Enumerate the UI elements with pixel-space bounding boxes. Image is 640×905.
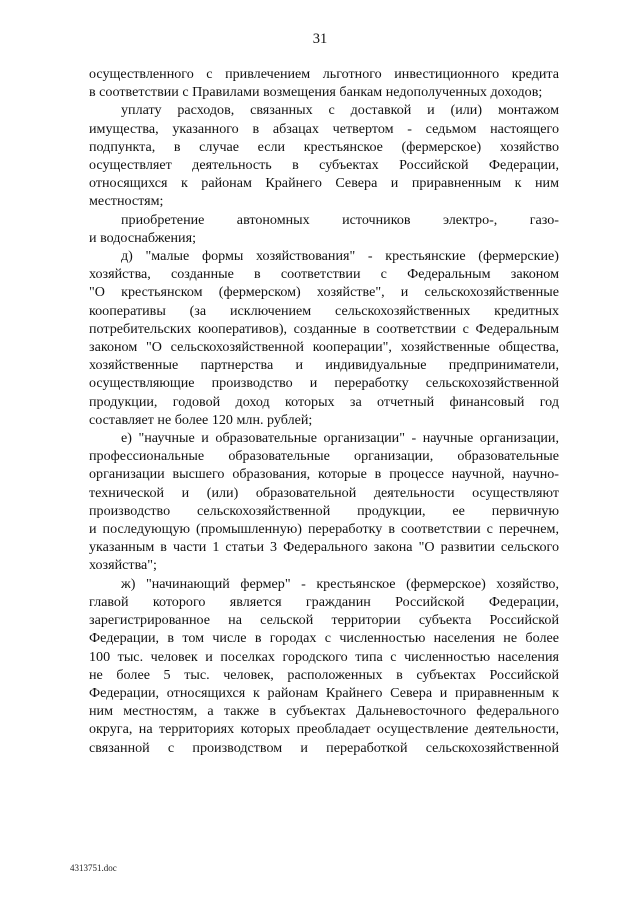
- paragraph-continuation: [89, 65, 559, 101]
- text-line: составляет не более 120 млн. рублей;: [89, 411, 313, 428]
- text-line: относящихся к районам Крайнего Севера и приравненным к ним: [89, 175, 559, 192]
- text-line: главой которого является гражданин Российской Федерации,: [89, 593, 559, 610]
- text-line: Федерации, относящихся к районам Крайнего Севера и приравненным к: [89, 684, 559, 701]
- text-line: е) "научные и образовательные организации" - научные организации,: [121, 430, 559, 447]
- page-number: 31: [312, 31, 328, 47]
- text-line: имущества, указанного в абзацах четвертом - седьмом настоящего: [89, 120, 559, 137]
- text-line: связанной с производством и переработкой сельскохозяйственной: [89, 739, 559, 756]
- text-line: и последующую (промышленную) переработку в соответствии с перечнем,: [89, 521, 559, 538]
- text-line: Федерации, в том числе в городах с численностью населения не более: [89, 630, 559, 647]
- text-line: подпункта, в случае если крестьянское (фермерское) хозяйство: [89, 138, 559, 155]
- text-line: потребительских кооперативов), созданные в соответствии с Федеральным: [89, 320, 559, 337]
- text-line: профессиональные образовательные организации, образовательные: [89, 448, 559, 465]
- text-line: приобретение автономных источников электро-, газо-: [121, 211, 559, 228]
- text-line: ж) "начинающий фермер" - крестьянское (фермерское) хозяйство,: [121, 575, 559, 592]
- text-line: организации высшего образования, которые в процессе научной, научно-: [89, 466, 559, 483]
- text-line: производство сельскохозяйственной продукции, ее первичную: [89, 502, 559, 519]
- text-line: в соответствии с Правилами возмещения банкам недополученных доходов;: [89, 84, 543, 101]
- document-body: [89, 65, 559, 757]
- text-line: д) "малые формы хозяйствования" - крестьянские (фермерские): [121, 248, 559, 265]
- text-line: хозяйства";: [89, 557, 157, 574]
- document-filename: 4313751.doc: [70, 863, 117, 873]
- paragraph-autonomous-sources: [89, 211, 559, 247]
- text-line: уплату расходов, связанных с доставкой и (или) монтажом: [121, 102, 559, 119]
- text-line: технической и (или) образовательной деятельности осуществляют: [89, 484, 559, 501]
- text-line: осуществляющие производство и переработку сельскохозяйственной: [89, 375, 559, 392]
- text-line: законом "О сельскохозяйственной кооперации", хозяйственные общества,: [89, 339, 559, 356]
- text-line: осуществляет деятельность в субъектах Российской Федерации,: [89, 157, 559, 174]
- text-line: "О крестьянском (фермерском) хозяйстве", и сельскохозяйственные: [89, 284, 559, 301]
- text-line: указанным в части 1 статьи 3 Федерального закона "О развитии сельского: [89, 539, 559, 556]
- paragraph-small-farming-forms: [89, 247, 559, 429]
- text-line: зарегистрированное на сельской территории субъекта Российской: [89, 612, 559, 629]
- text-line: продукции, годовой доход которых за отчетный финансовый год: [89, 393, 559, 410]
- text-line: округа, на территориях которых преобладает осуществление деятельности,: [89, 721, 559, 738]
- text-line: кооперативы (за исключением сельскохозяйственных кредитных: [89, 302, 559, 319]
- paragraph-science-education-orgs: [89, 429, 559, 575]
- text-line: и водоснабжения;: [89, 229, 196, 246]
- text-line: осуществленного с привлечением льготного инвестиционного кредита: [89, 66, 559, 82]
- text-line: хозяйства, созданные в соответствии с Федеральным законом: [89, 266, 559, 283]
- paragraph-shipping-costs: [89, 101, 559, 210]
- paragraph-beginning-farmer: [89, 575, 559, 757]
- text-line: не более 5 тыс. человек, расположенных в субъектах Российской: [89, 666, 559, 683]
- text-line: местностям;: [89, 193, 164, 210]
- text-line: ним местностям, а также в субъектах Дальневосточного федерального: [89, 703, 559, 720]
- text-line: хозяйственные партнерства и индивидуальные предприниматели,: [89, 357, 559, 374]
- text-line: 100 тыс. человек и поселках городского типа с численностью населения: [89, 648, 559, 665]
